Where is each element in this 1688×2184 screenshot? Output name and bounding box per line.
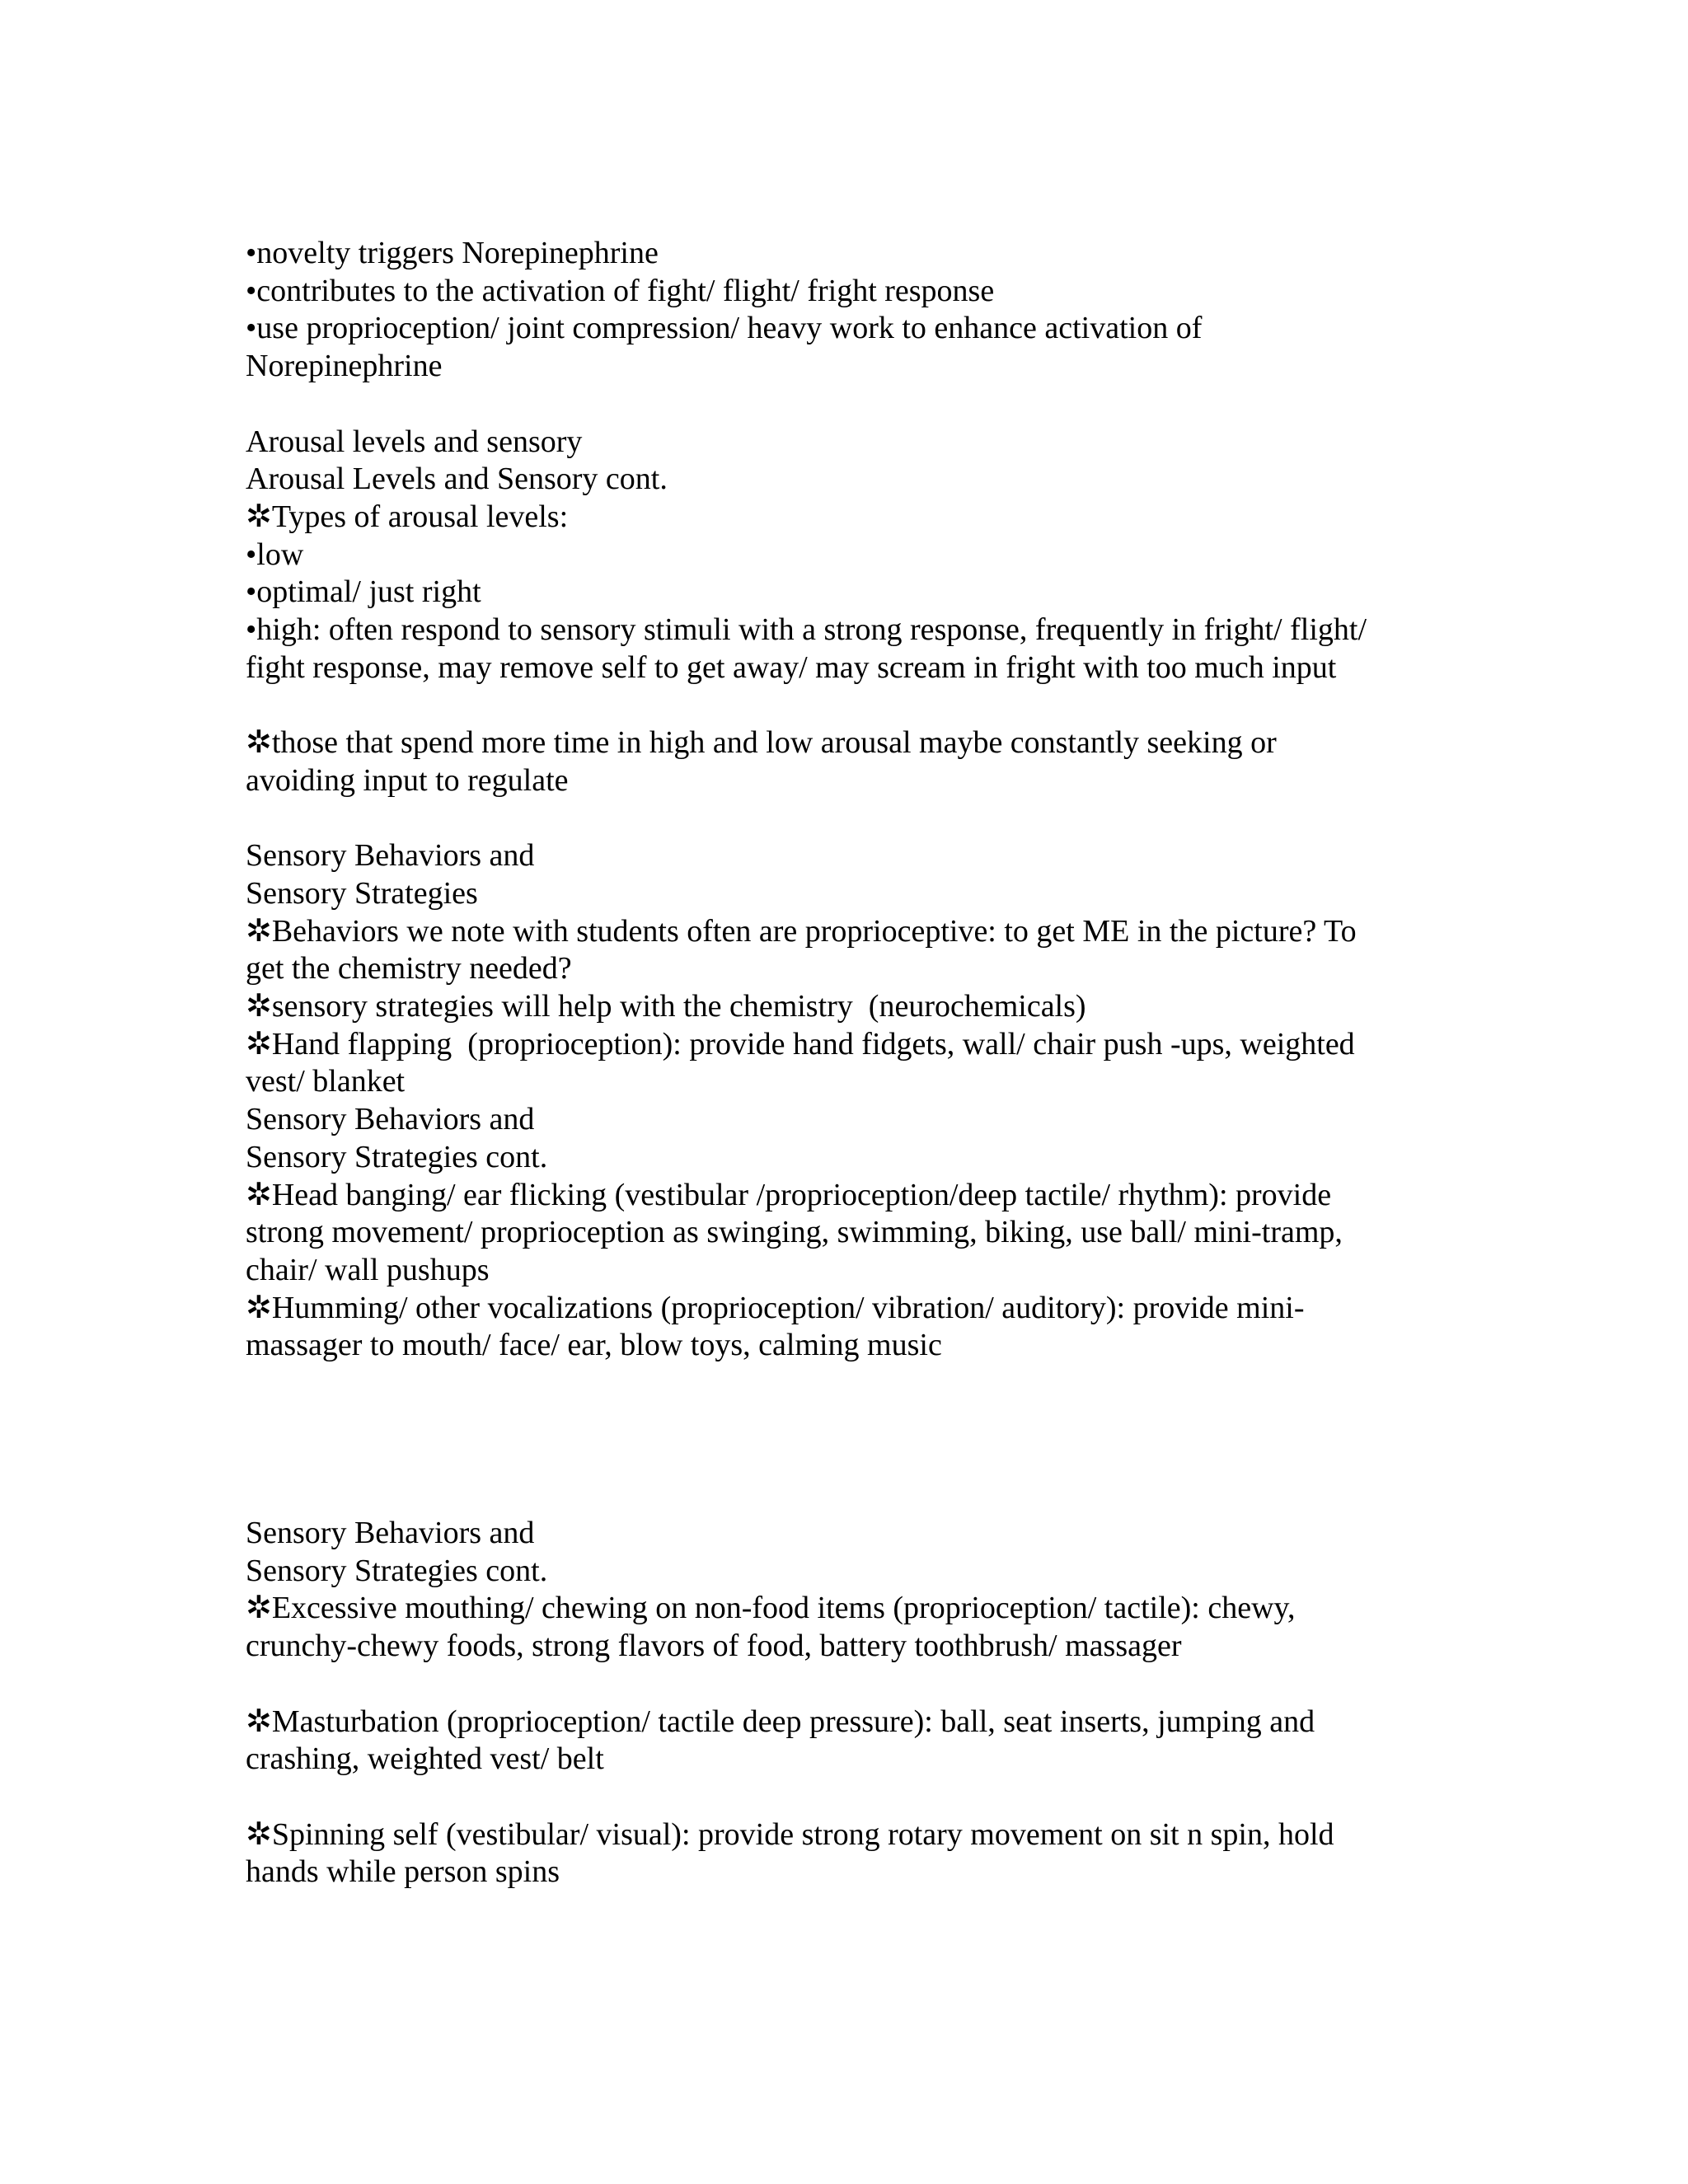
section-heading: Sensory Strategies: [246, 875, 478, 911]
text-line: fight response, may remove self to get away/ may scream in fright with too much input: [246, 649, 1337, 685]
section-heading: Sensory Behaviors and: [246, 838, 535, 874]
spinning-note: [246, 1816, 1449, 1891]
text-line: ✲Masturbation (proprioception/ tactile deep pressure): ball, seat inserts, jumping and: [246, 1704, 1315, 1739]
text-line: chair/ wall pushups: [246, 1252, 490, 1287]
sensory-strategies-cont-section: [246, 1515, 1449, 1666]
text-line: vest/ blanket: [246, 1064, 406, 1099]
text-line: ✲Behaviors we note with students often are proprioceptive: to get ME in the picture? To: [246, 913, 1357, 949]
text-line: Norepinephrine: [246, 349, 443, 384]
text-line: •novelty triggers Norepinephrine: [246, 236, 659, 270]
text-line: ✲those that spend more time in high and low arousal maybe constantly seeking or: [246, 725, 1277, 761]
text-line: •use proprioception/ joint compression/ heavy work to enhance activation of: [246, 311, 1203, 346]
text-line: crashing, weighted vest/ belt: [246, 1741, 604, 1777]
text-line: ✲Head banging/ ear flicking (vestibular /proprioception/deep tactile/ rhythm): provide: [246, 1177, 1332, 1212]
text-line: •low: [246, 537, 304, 572]
text-line: •optimal/ just right: [246, 574, 481, 610]
text-line: •contributes to the activation of fight/ flight/ fright response: [246, 273, 995, 308]
paragraph-spacer: [246, 386, 1449, 424]
text-line: ✲Spinning self (vestibular/ visual): provide strong rotary movement on sit n spin, hold: [246, 1816, 1334, 1852]
sensory-behaviors-section: [246, 837, 1449, 1365]
norepinephrine-notes: [246, 235, 1449, 386]
section-heading: Arousal levels and sensory: [246, 424, 583, 459]
section-spacer: [246, 1365, 1449, 1515]
text-line: massager to mouth/ face/ ear, blow toys, calming music: [246, 1328, 942, 1363]
text-line: strong movement/ proprioception as swinging, swimming, biking, use ball/ mini-tramp,: [246, 1215, 1343, 1250]
text-line: ✲Humming/ other vocalizations (proprioception/ vibration/ auditory): provide mini-: [246, 1290, 1305, 1325]
text-line: get the chemistry needed?: [246, 951, 572, 987]
text-line: avoiding input to regulate: [246, 762, 569, 798]
section-heading: Sensory Strategies cont.: [246, 1139, 548, 1174]
section-heading: Sensory Behaviors and: [246, 1102, 535, 1137]
paragraph-spacer: [246, 800, 1449, 838]
section-heading: Arousal Levels and Sensory cont.: [246, 462, 668, 497]
text-line: ✲Types of arousal levels:: [246, 499, 569, 534]
text-line: crunchy-chewy foods, strong flavors of food, battery toothbrush/ massager: [246, 1629, 1182, 1664]
text-line: •high: often respond to sensory stimuli with a strong response, frequently in fright/ flight/: [246, 612, 1367, 648]
text-line: ✲Hand flapping (proprioception): provide hand fidgets, wall/ chair push -ups, weighted: [246, 1026, 1355, 1062]
text-line: ✲sensory strategies will help with the chemistry (neurochemicals): [246, 989, 1086, 1024]
text-line: hands while person spins: [246, 1854, 560, 1890]
arousal-note: [246, 724, 1449, 799]
section-heading: Sensory Behaviors and: [246, 1516, 535, 1551]
paragraph-spacer: [246, 1666, 1449, 1704]
arousal-levels-section: [246, 424, 1449, 687]
masturbation-note: [246, 1704, 1449, 1779]
document-body: [246, 235, 1449, 1891]
paragraph-spacer: [246, 1779, 1449, 1816]
section-heading: Sensory Strategies cont.: [246, 1553, 548, 1588]
text-line: ✲Excessive mouthing/ chewing on non-food items (proprioception/ tactile): chewy,: [246, 1591, 1296, 1626]
paragraph-spacer: [246, 687, 1449, 724]
